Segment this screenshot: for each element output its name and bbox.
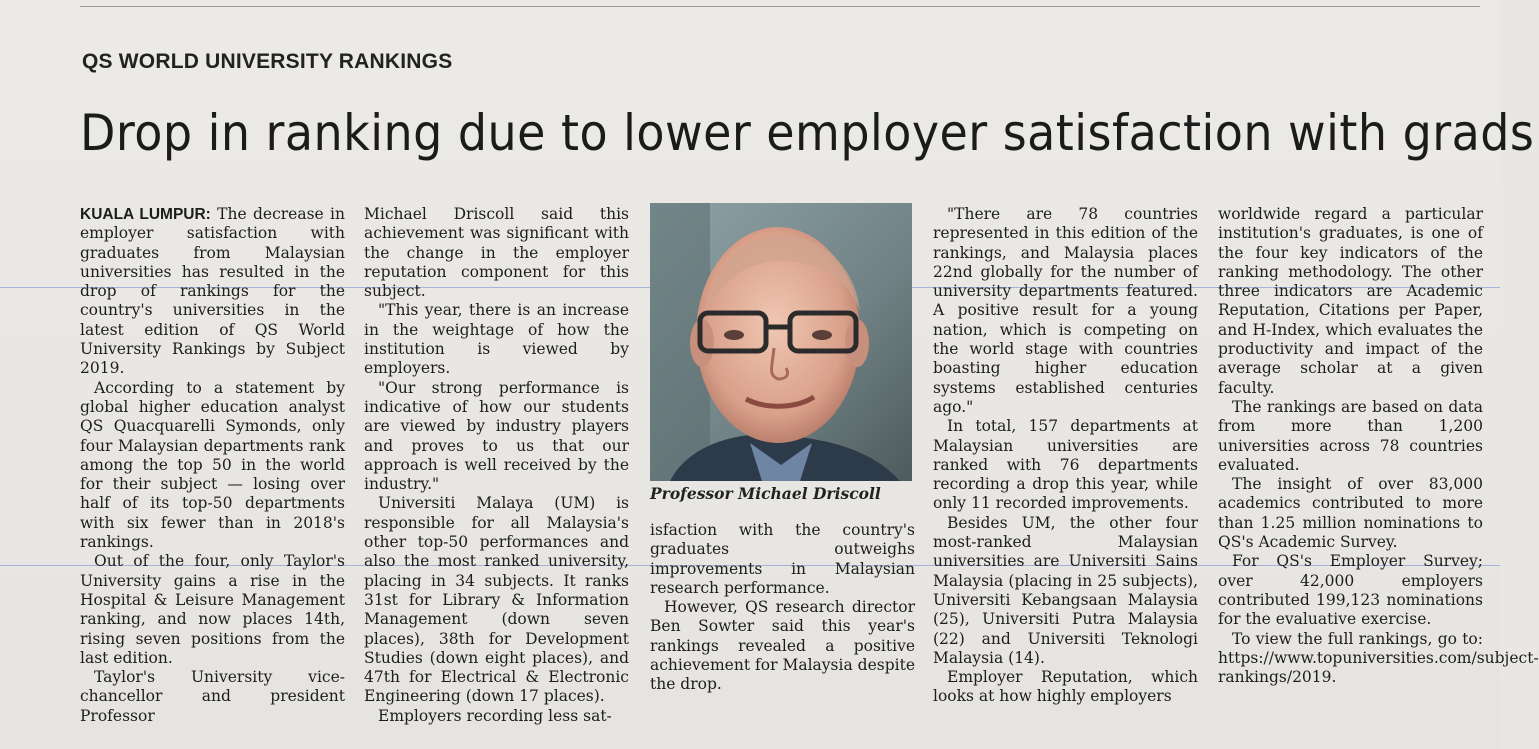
article-column-3 [650, 521, 915, 695]
paragraph: The insight of over 83,000 academics contributed to more than 1.25 million nominations to QS's Academic Survey. [1218, 475, 1483, 552]
article-column-1 [80, 205, 345, 726]
paragraph: isfaction with the country's graduates outweighs improvements in Malaysian research performance. [650, 521, 915, 597]
paragraph: KUALA LUMPUR: The decrease in employer satisfaction with graduates from Malaysian universities has resulted in the drop of rankings for the country's universities in the latest edition of QS World University Rankings by Subject 2019. [80, 205, 345, 378]
paragraph: "Our strong performance is indicative of how our students are viewed by industry players and proves to us that our approach is well received by the industry." [364, 378, 629, 494]
paragraph: According to a statement by global higher education analyst QS Quacquarelli Symonds, only four Malaysian departments rank among the top 50 in the world for their subject — losing over half of its top-50 departments with six fewer than in 2018's rankings. [80, 378, 345, 552]
photo-caption: Professor Michael Driscoll [650, 484, 881, 503]
paragraph: However, QS research director Ben Sowter said this year's rankings revealed a positive achievement for Malaysia despite the drop. [650, 598, 915, 694]
section-label: QS WORLD UNIVERSITY RANKINGS [82, 50, 453, 73]
article-column-4 [933, 205, 1198, 707]
paragraph: Employer Reputation, which looks at how highly employers [933, 668, 1198, 706]
top-rule [80, 6, 1480, 7]
paragraph: Universiti Malaya (UM) is responsible for all Malaysia's other top-50 performances and also the most ranked university, placing in 34 subjects. It ranks 31st for Library & Information Management (down seven places), 38th for Development Studies (down eight places), and 47th for Electrical & Electronic Engineering (down 17 places). [364, 494, 629, 706]
headline: Drop in ranking due to lower employer satisfaction with grads [80, 104, 1535, 162]
paragraph: Employers recording less sat- [378, 706, 612, 725]
paragraph: The rankings are based on data from more than 1,200 universities across 78 countries evaluated. [1218, 397, 1483, 474]
paragraph: In total, 157 departments at Malaysian universities are ranked with 76 departments recording a drop this year, while only 11 recorded improvements. [933, 417, 1198, 513]
paragraph: Michael Driscoll said this achievement was significant with the change in the employer reputation component for this subject. [364, 205, 629, 301]
paragraph: To view the full rankings, go to: https://www.topuniversities.com/subject-rankings/2019. [1218, 629, 1539, 687]
portrait-photo [650, 203, 912, 481]
paragraph: worldwide regard a particular institution's graduates, is one of the four key indicators of the ranking methodology. The other three indicators are Academic Reputation, Citations per Paper, and H-Index, which evaluates the productivity and impact of the average scholar at a given faculty. [1218, 205, 1483, 397]
paragraph: Besides UM, the other four most-ranked Malaysian universities are Universiti Sains Malaysia (placing in 25 subjects), Universiti Kebangsaan Malaysia (25), Universiti Putra Malaysia (22) and Universiti Teknologi Malaysia (14). [933, 513, 1198, 667]
paragraph: For QS's Employer Survey; over 42,000 employers contributed 199,123 nominations for the evaluative exercise. [1218, 552, 1483, 629]
paragraph: Taylor's University vice-chancellor and president Professor [80, 668, 345, 725]
paragraph: Out of the four, only Taylor's University gains a rise in the Hospital & Leisure Management ranking, and now places 14th, rising seven positions from the last edition. [80, 552, 345, 667]
article-column-2 [364, 205, 629, 726]
paragraph: "This year, there is an increase in the weightage of how the institution is viewed by employers. [364, 301, 629, 378]
portrait-illustration [650, 203, 912, 481]
article-column-5 [1218, 205, 1539, 687]
paragraph: "There are 78 countries represented in this edition of the rankings, and Malaysia places 22nd globally for the number of university departments featured. A positive result for a young nation, which is competing on the world stage with countries boasting higher education systems established centuries ago." [933, 205, 1198, 416]
dateline: KUALA LUMPUR: [80, 206, 211, 223]
